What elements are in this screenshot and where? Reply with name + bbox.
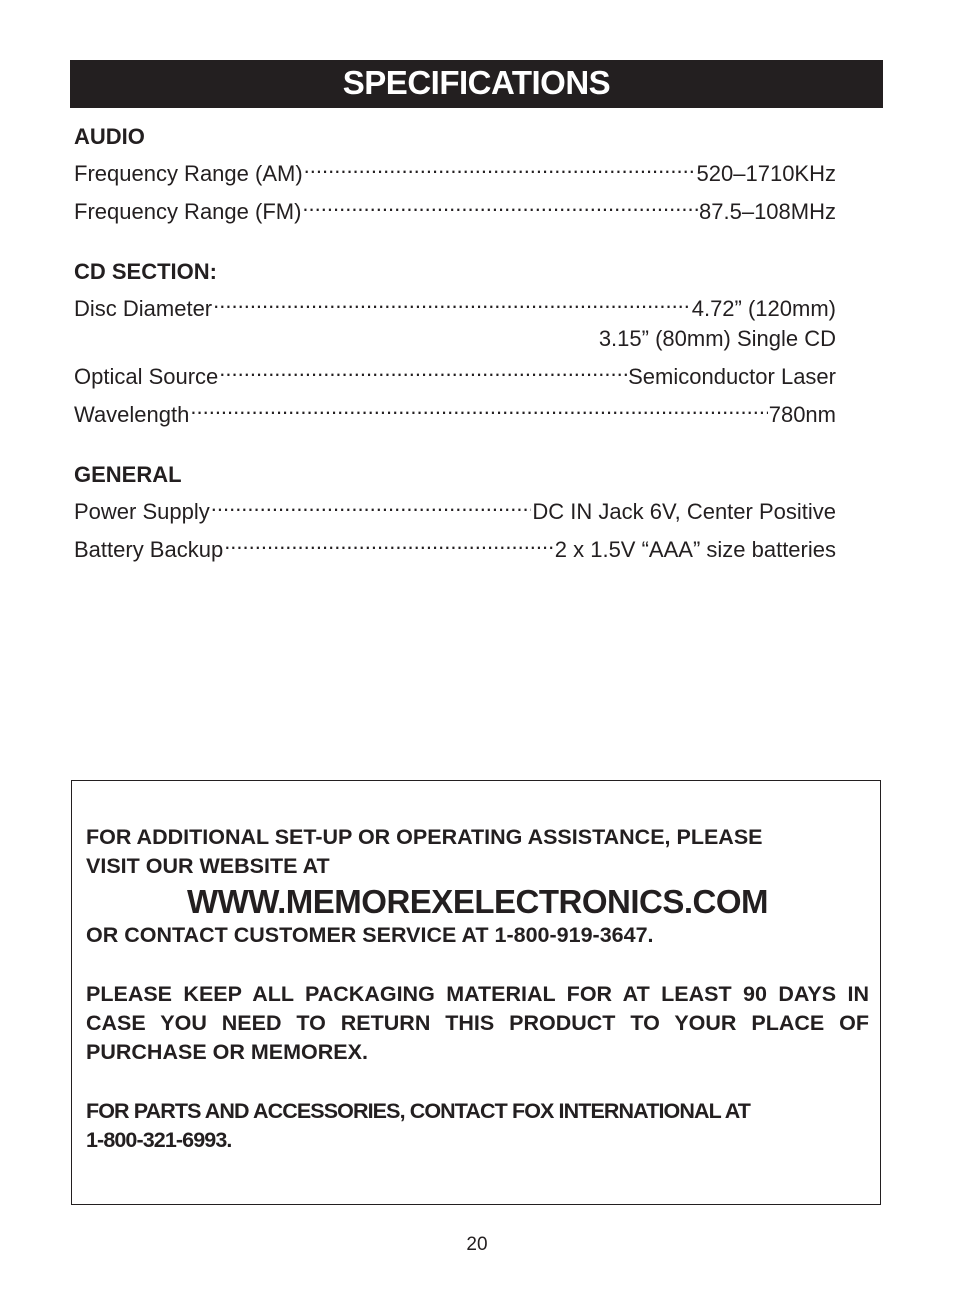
spec-value: 520–1710KHz bbox=[696, 161, 836, 186]
dot-leader bbox=[190, 392, 767, 422]
page-title: SPECIFICATIONS bbox=[70, 60, 883, 108]
spec-value: 3.15” (80mm) Single CD bbox=[598, 326, 836, 351]
spec-label: Power Supply bbox=[74, 499, 210, 524]
cd-section bbox=[74, 257, 836, 430]
customer-service-text: OR CONTACT CUSTOMER SERVICE AT 1-800-919-3647. bbox=[86, 923, 654, 947]
section-heading-cd: CD SECTION: bbox=[74, 259, 217, 284]
spec-row-am bbox=[74, 151, 836, 189]
spec-label: Disc Diameter bbox=[74, 296, 213, 321]
specifications-list bbox=[74, 122, 836, 595]
page-number: 20 bbox=[466, 1234, 488, 1255]
assistance-text-line2: VISIT OUR WEBSITE AT bbox=[86, 854, 330, 878]
spec-row-disc-diameter bbox=[74, 286, 836, 324]
spec-label: Wavelength bbox=[74, 402, 190, 427]
dot-leader bbox=[304, 151, 696, 181]
parts-text-line2: 1-800-321-6993. bbox=[86, 1128, 232, 1152]
parts-text-line1: FOR PARTS AND ACCESSORIES, CONTACT FOX INTERNATIONAL AT bbox=[86, 1099, 750, 1123]
spec-label: Battery Backup bbox=[74, 537, 224, 562]
spec-row-power-supply bbox=[74, 489, 836, 527]
support-notice-box bbox=[71, 780, 881, 1205]
general-section bbox=[74, 460, 836, 565]
assistance-text-line1: FOR ADDITIONAL SET-UP OR OPERATING ASSISTANCE, PLEASE bbox=[86, 825, 763, 849]
website-url: WWW.MEMOREXELECTRONICS.COM bbox=[187, 883, 768, 920]
spec-value: DC IN Jack 6V, Center Positive bbox=[532, 499, 836, 524]
spec-value: 780nm bbox=[768, 402, 836, 427]
spec-label: Optical Source bbox=[74, 364, 219, 389]
spec-value: 87.5–108MHz bbox=[699, 199, 836, 224]
dot-leader bbox=[219, 354, 627, 384]
dot-leader bbox=[224, 527, 554, 557]
spec-row-battery-backup bbox=[74, 527, 836, 565]
dot-leader bbox=[213, 286, 691, 316]
spec-row-disc-diameter-cont bbox=[74, 324, 836, 354]
audio-section bbox=[74, 122, 836, 227]
spec-value: Semiconductor Laser bbox=[628, 364, 836, 389]
spec-row-wavelength bbox=[74, 392, 836, 430]
section-heading-general: GENERAL bbox=[74, 462, 182, 487]
spec-row-fm bbox=[74, 189, 836, 227]
packaging-notice: PLEASE KEEP ALL PACKAGING MATERIAL FOR AT LEAST 90 DAYS IN CASE YOU NEED TO RETURN THIS PRODUCT TO YOUR PLACE OF PURCHASE OR MEMOREX. bbox=[86, 982, 869, 1064]
dot-leader bbox=[211, 489, 532, 519]
spec-value: 2 x 1.5V “AAA” size batteries bbox=[554, 537, 836, 562]
spec-row-optical-source bbox=[74, 354, 836, 392]
section-heading-audio: AUDIO bbox=[74, 124, 145, 149]
dot-leader bbox=[302, 189, 698, 219]
spec-label: Frequency Range (AM) bbox=[74, 161, 303, 186]
spec-label: Frequency Range (FM) bbox=[74, 199, 302, 224]
spec-value: 4.72” (120mm) bbox=[691, 296, 836, 321]
